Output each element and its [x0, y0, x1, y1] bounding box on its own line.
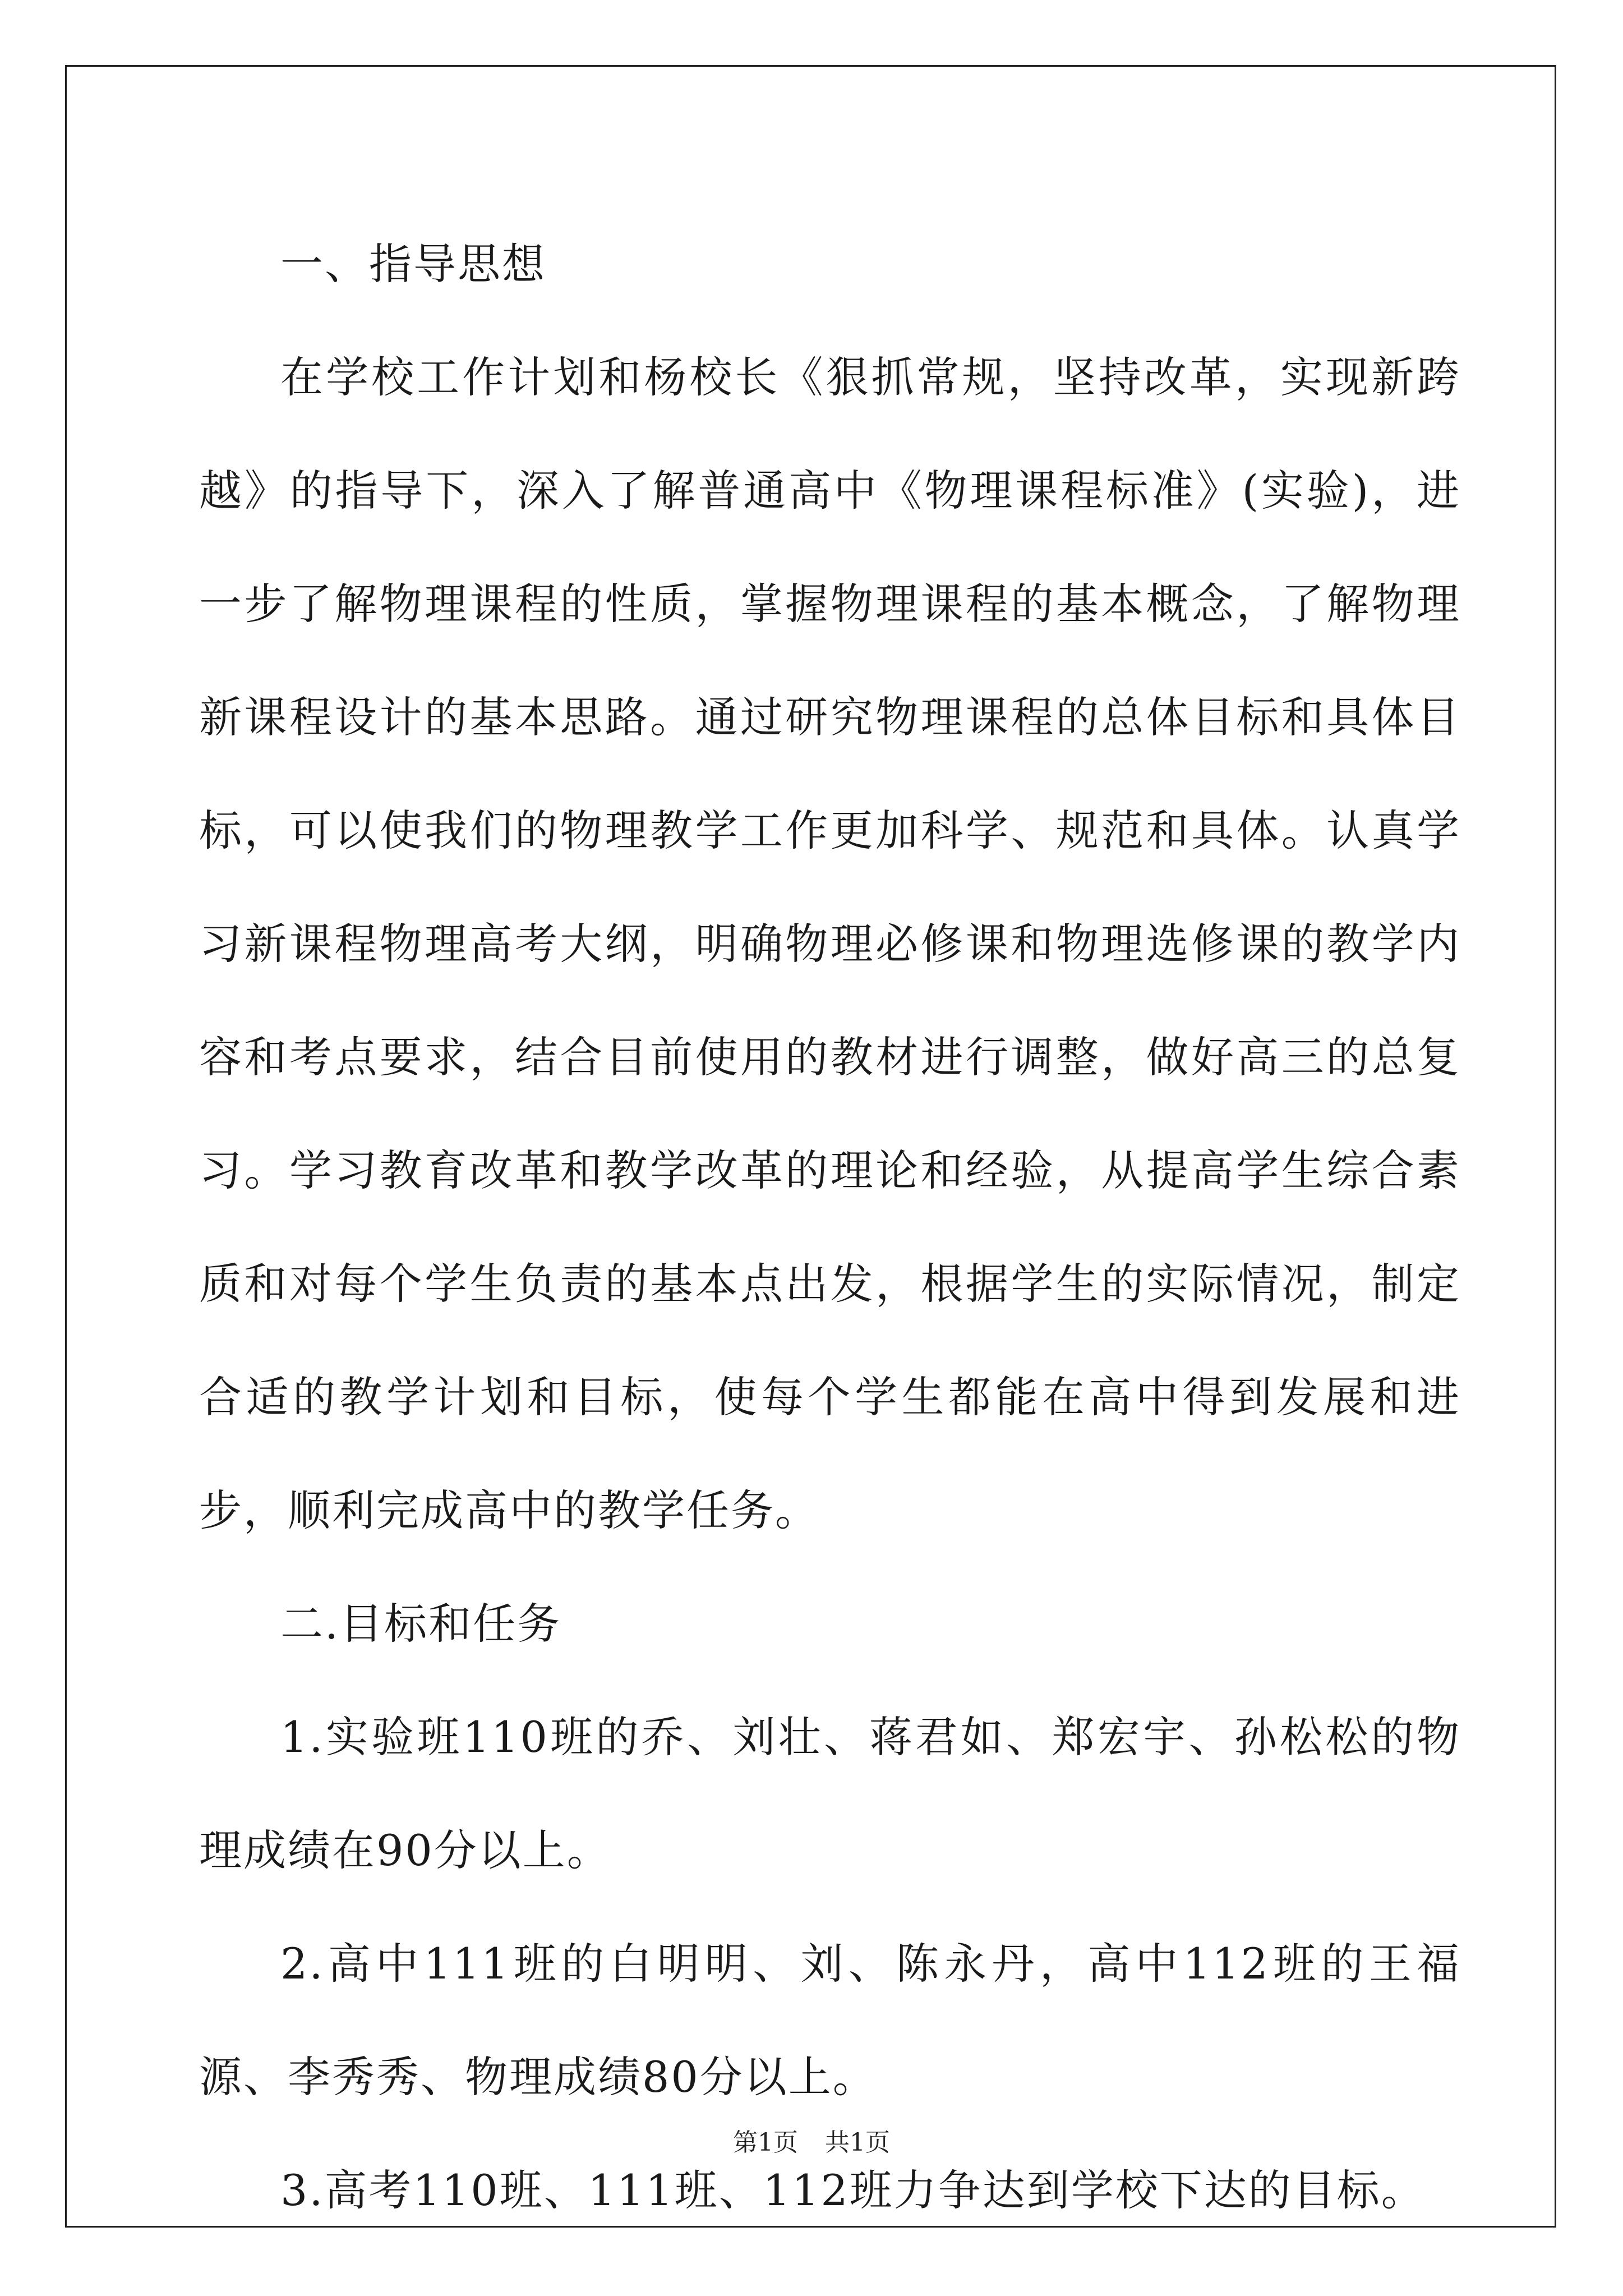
section-heading-goals-tasks: 二.目标和任务	[280, 1599, 562, 1649]
paragraph-guiding-ideology: 在学校工作计划和杨校长《狠抓常规，坚持改革，实现新跨越》的指导下，深入了解普通高中《物理课程标准》(实验)，进一步了解物理课程的性质，掌握物理课程的基本概念，了解物理新课程设计的基本思路。通过研究物理课程的总体目标和具体目标，可以使我们的物理教学工作更加科学、规范和具体。认真学习新课程物理高考大纲，明确物理必修课和物理选修课的教学内容和考点要求，结合目前使用的教材进行调整，做好高三的总复习。学习教育改革和教学改革的理论和经验，从提高学生综合素质和对每个学生负责的基本点出发，根据学生的实际情况，制定合适的教学计划和目标，使每个学生都能在高中得到发展和进步，顺利完成高中的教学任务。	[199, 352, 1461, 1535]
document-body	[199, 208, 1461, 2247]
goal-item-2: 2.高中111班的白明明、刘、陈永丹，高中112班的王福源、李秀秀、物理成绩80分以上。	[199, 1939, 1461, 2102]
page-footer	[0, 2126, 1623, 2160]
section-heading-guiding-ideology: 一、指导思想	[280, 239, 546, 289]
page-number-total: 共1页	[825, 2128, 890, 2157]
goal-item-1: 1.实验班110班的乔、刘壮、蒋君如、郑宏宇、孙松松的物理成绩在90分以上。	[199, 1712, 1461, 1875]
goal-item-3: 3.高考110班、111班、112班力争达到学校下达的目标。	[280, 2165, 1426, 2215]
page-number-current: 第1页	[733, 2128, 798, 2157]
